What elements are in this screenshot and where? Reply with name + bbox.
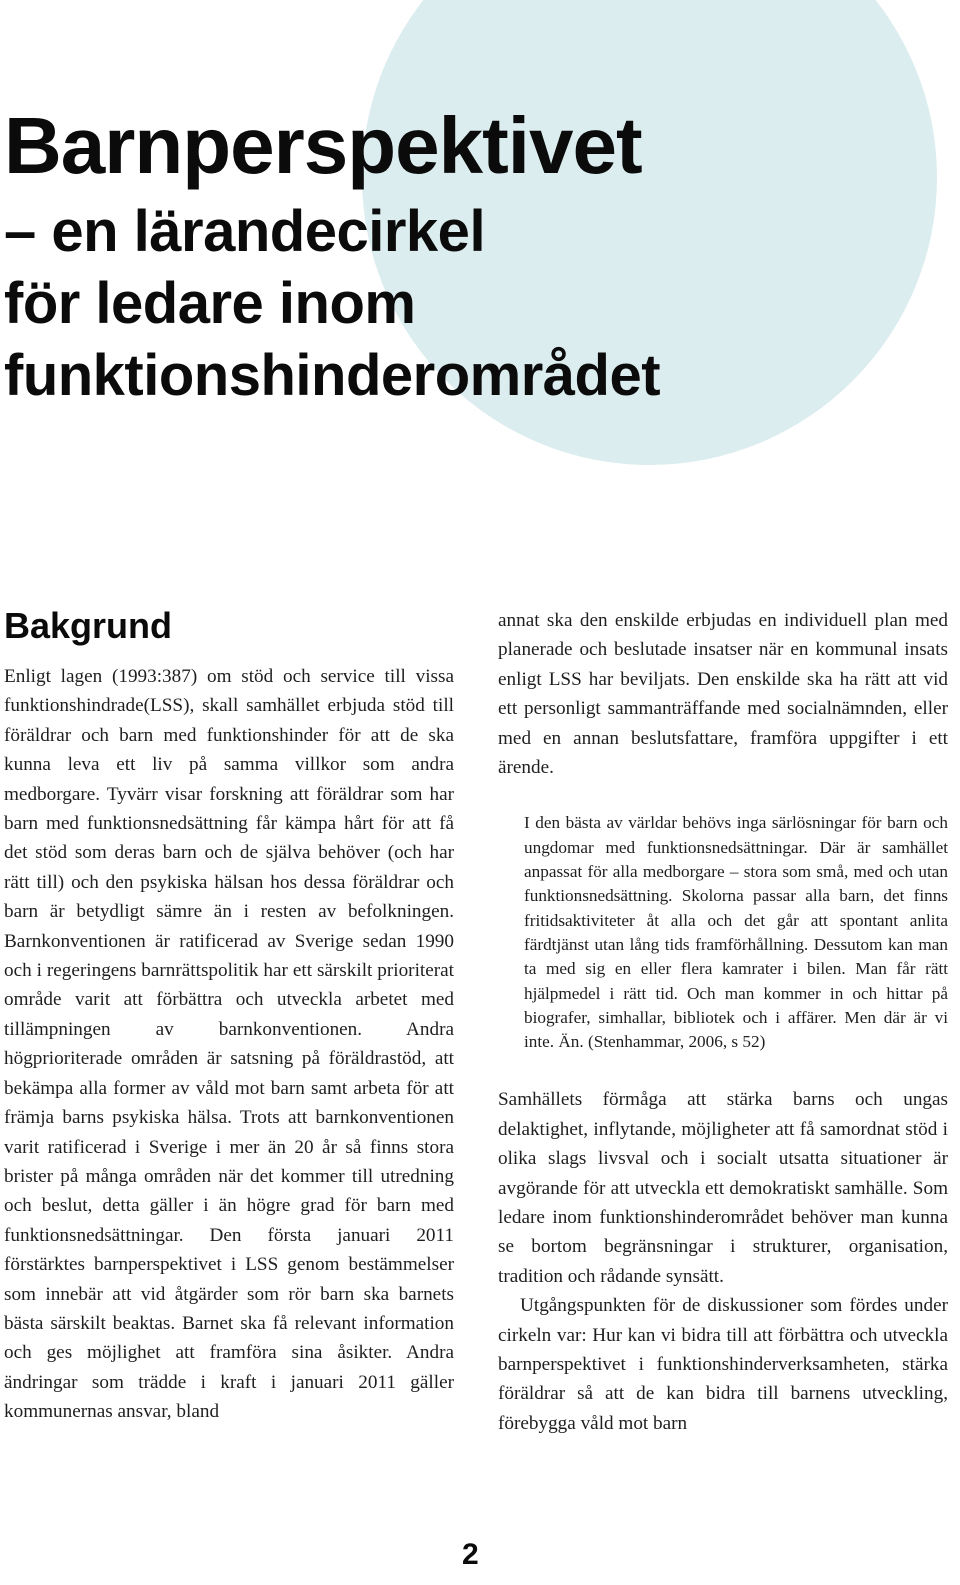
right-paragraph-1: annat ska den enskilde erbjudas en individuell plan med planerade och beslutade insatser när en kommunal insats enligt LSS har beviljats. Den enskilde ska ha rätt att vid ett personligt sammanträffande med socialnämnden, eller med en annan beslutsfattare, framföra uppgifter i ett ärende. <box>498 610 948 779</box>
subtitle-line-2: för ledare inom <box>4 271 416 336</box>
page-title <box>4 100 904 412</box>
title-subtitle <box>4 196 904 412</box>
section-heading: Bakgrund <box>4 605 173 646</box>
title-main: Barnperspektivet <box>4 101 642 190</box>
right-paragraph-2: Samhällets förmåga att stärka barns och ungas delaktighet, inflytande, möjligheter att få samordnat stöd i olika slags livsval och i socialt utsatta situationer är avgörande för att utveckla ett demokratiskt samhälle. Som ledare inom funktionshinderområdet behöver man kunna se bortom begränsningar i strukturer, organisation, tradition och rådande synsätt. <box>498 1089 948 1287</box>
right-column <box>498 606 948 1438</box>
left-column <box>4 662 454 1427</box>
right-paragraph-3: Utgångspunkten för de diskussioner som fördes under cirkeln var: Hur kan vi bidra till att förbättra och utveckla barnperspektivet i funktionshinderverksamheten, stärka föräldrar så att de kan bidra till barnens utveckling, förebygga våld mot barn <box>498 1295 948 1434</box>
left-paragraph: Enligt lagen (1993:387) om stöd och service till vissa funktionshindrade(LSS), skall samhället erbjuda stöd till föräldrar och barn med funktionshinder för att de ska kunna leva ett liv på samma villkor som andra medborgare. Tyvärr visar forskning att föräldrar som har barn med funktionsnedsättning får kämpa hårt för att få det stöd som deras barn och de själva behöver (och har rätt till) och den psykiska hälsan hos dessa föräldrar och barn är betydligt sämre än i resten av befolkningen. Barnkonventionen är ratificerad av Sverige sedan 1990 och i regeringens barnrättspolitik har ett särskilt prioriterat område varit att förbättra och utveckla arbetet med tillämpningen av barnkonventionen. Andra högprioriterade områden är satsning på föräldrastöd, att bekämpa alla former av våld mot barn samt arbeta för att främja barns psykiska hälsa. Trots att barnkonventionen varit ratificerad i Sverige i mer än 20 år så finns stora brister på många områden när det kommer till utredning och beslut, detta gäller i än högre grad för barn med funktionsnedsättningar. Den första januari 2011 förstärktes barnperspektivet i LSS genom bestämmelser som innebär att vid åtgärder som rör barn ska barnets bästa särskilt beaktas. Barnet ska få relevant information och ges möjlighet att framföra sina åsikter. Andra ändringar som trädde i kraft i januari 2011 gäller kommunernas ansvar, bland <box>4 666 454 1423</box>
subtitle-line-1: – en lärandecirkel <box>4 199 486 264</box>
page-number: 2 <box>462 1538 479 1571</box>
subtitle-line-3: funktionshinderområdet <box>4 343 661 408</box>
block-quote: I den bästa av världar behövs inga särlösningar för barn och ungdomar med funktionsnedsättningar. Där är samhället anpassat för alla medborgare – stora som små, med och utan funktionsnedsättning. Skolorna passar alla barn, det finns fritidsaktiviteter åt alla och det går att spontant anlita färdtjänst utan lång tids framförhållning. Dessutom kan man ta med sig en eller flera kamrater i bilen. Man får rätt hjälpmedel i rätt tid. Och man kommer in och hittar på biografer, simhallar, bibliotek och i affärer. Men där är vi inte. Än. (Stenhammar, 2006, s 52) <box>524 813 948 1052</box>
